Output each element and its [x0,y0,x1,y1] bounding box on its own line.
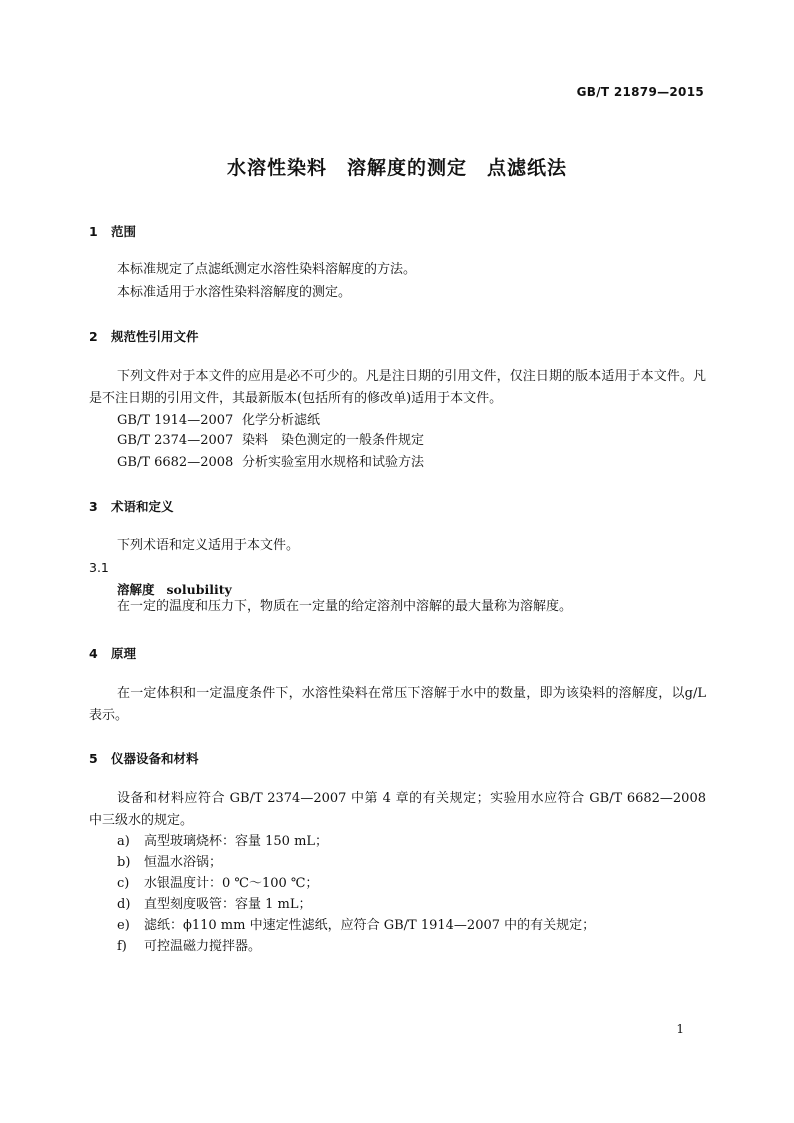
list-item [117,915,595,937]
list-text: 水银温度计：0 ℃～100 ℃； [144,876,319,891]
list-text: 可控温磁力搅拌器。 [144,939,262,954]
list-text: 高型玻璃烧杯：容量 150 mL； [144,834,329,849]
section-title: 术语和定义 [111,499,174,514]
list-item [117,852,222,874]
term-en: solubility [166,582,232,597]
reference-title: 分析实验室用水规格和试验方法 [242,455,425,470]
reference-code: GB/T 2374—2007 [117,433,234,448]
section-number: 4 [89,646,98,661]
reference-item [117,410,320,432]
list-item [117,831,328,853]
paragraph: 下列文件对于本文件的应用是必不可少的。凡是注日期的引用文件，仅注日期的版本适用于本文件。凡是不注日期的引用文件，其最新版本(包括所有的修改单)适用于本文件。 [89,369,706,406]
reference-title: 染料 染色测定的一般条件规定 [242,433,425,448]
list-item [117,873,318,895]
section-1-heading [89,222,136,240]
term-number: 3.1 [89,560,109,575]
section-number: 5 [89,751,98,766]
paragraph: 本标准规定了点滤纸测定水溶性染料溶解度的方法。 [117,262,417,277]
section-number: 3 [89,499,98,514]
list-marker: c) [117,876,130,891]
section-title: 范围 [111,224,137,239]
standard-code: GB/T 21879—2015 [576,85,704,99]
section-number: 2 [89,329,98,344]
term-definition: 在一定的温度和压力下，物质在一定量的给定溶剂中溶解的最大量称为溶解度。 [117,599,573,614]
list-item [117,936,261,958]
paragraph: 本标准适用于水溶性染料溶解度的测定。 [117,285,352,300]
section-title: 仪器设备和材料 [111,751,199,766]
list-marker: b) [117,855,131,870]
list-item [117,894,312,916]
list-text: 直型刻度吸管：容量 1 mL； [144,897,312,912]
section-3-heading [89,497,174,515]
list-marker: e) [117,918,130,933]
section-5-heading [89,749,199,767]
paragraph: 在一定体积和一定温度条件下，水溶性染料在常压下溶解于水中的数量，即为该染料的溶解度，以g/L表示。 [89,686,706,723]
page-number: 1 [676,1022,684,1036]
reference-code: GB/T 1914—2007 [117,413,234,428]
section-4-heading [89,644,136,662]
reference-code: GB/T 6682—2008 [117,455,234,470]
document-title: 水溶性染料 溶解度的测定 点滤纸法 [226,157,567,179]
list-text: 恒温水浴锅； [144,855,223,870]
list-marker: a) [117,834,130,849]
section-2-heading [89,327,199,345]
reference-item [117,452,424,474]
paragraph: 下列术语和定义适用于本文件。 [117,538,300,553]
list-marker: f) [117,939,127,954]
term-zh: 溶解度 [117,582,155,597]
reference-item [117,430,424,452]
section-title: 原理 [111,646,137,661]
section-number: 1 [89,224,98,239]
paragraph: 设备和材料应符合 GB/T 2374—2007 中第 4 章的有关规定；实验用水应符合 GB/T 6682—2008 中三级水的规定。 [89,791,706,828]
list-text: 滤纸：ϕ110 mm 中速定性滤纸，应符合 GB/T 1914—2007 中的有关规定； [144,918,596,933]
section-title: 规范性引用文件 [111,329,199,344]
list-marker: d) [117,897,131,912]
reference-title: 化学分析滤纸 [242,413,321,428]
